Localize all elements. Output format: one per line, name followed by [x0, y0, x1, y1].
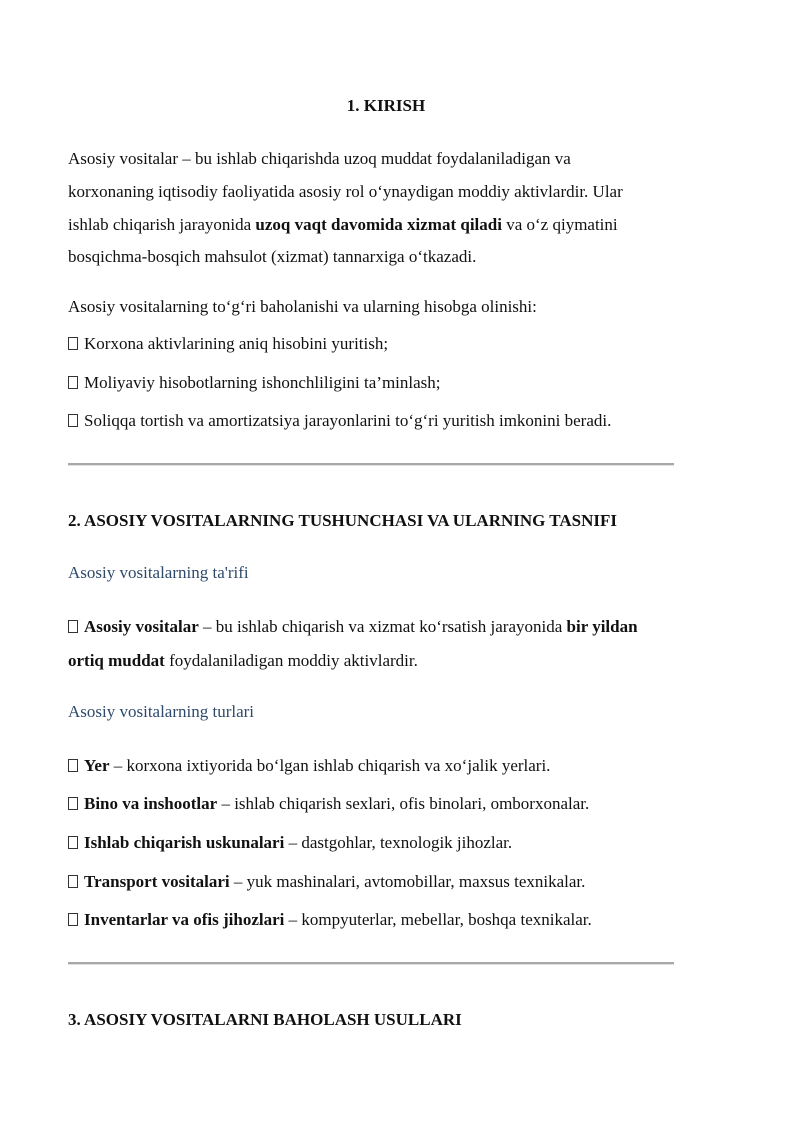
list-item-term: Inventarlar va ofis jihozlari — [84, 910, 285, 929]
bullet-glyph-icon — [68, 797, 78, 810]
list-item — [68, 328, 388, 360]
text-run: ishlab chiqarish jarayonida — [68, 215, 256, 234]
list-item — [68, 405, 611, 437]
paragraph-line: korxonaning iqtisodiy faoliyatida asosiy rol o‘ynaydigan moddiy aktivlardir. Ular — [68, 182, 623, 201]
bullet-glyph-icon — [68, 337, 78, 350]
list-item-text: Moliyaviy hisobotlarning ishonchliligini ta’minlash; — [84, 373, 441, 392]
bullet-glyph-icon — [68, 913, 78, 926]
bullet-glyph-icon — [68, 836, 78, 849]
definition-line — [68, 611, 638, 643]
list-item — [68, 750, 550, 782]
horizontal-rule — [68, 962, 674, 965]
subheading: Asosiy vositalarning turlari — [68, 702, 255, 721]
list-item-text: – yuk mashinalari, avtomobillar, maxsus texnikalar. — [229, 872, 586, 891]
text-run: foydalaniladigan moddiy aktivlardir. — [164, 651, 418, 670]
list-item-text: – kompyuterlar, mebellar, boshqa texnikalar. — [284, 910, 592, 929]
horizontal-rule — [68, 463, 674, 466]
paragraph-line: bosqichma-bosqich mahsulot (xizmat) tannarxiga o‘tkazadi. — [68, 247, 477, 266]
list-item-term: Yer — [84, 756, 110, 775]
bold-text: bir yildan — [566, 617, 638, 636]
section-2-title: 2. ASOSIY VOSITALARNING TUSHUNCHASI VA ULARNING TASNIFI — [68, 511, 618, 530]
list-item — [68, 788, 589, 820]
text-run: va o‘z qiymatini — [501, 215, 618, 234]
section-1-title: 1. KIRISH — [346, 96, 426, 115]
list-item — [68, 904, 592, 936]
list-item — [68, 866, 585, 898]
list-item — [68, 367, 441, 399]
paragraph-line — [68, 209, 618, 241]
bullet-glyph-icon — [68, 620, 78, 633]
list-item-text: – dastgohlar, texnologik jihozlar. — [284, 833, 513, 852]
list-item-term: Transport vositalari — [84, 872, 230, 891]
list-item-text: – ishlab chiqarish sexlari, ofis binolari, omborxonalar. — [217, 794, 590, 813]
text-run: – bu ishlab chiqarish va xizmat ko‘rsatish jarayonida — [198, 617, 567, 636]
list-item-text: – korxona ixtiyorida bo‘lgan ishlab chiqarish va xo‘jalik yerlari. — [109, 756, 551, 775]
list-item-text: Soliqqa tortish va amortizatsiya jarayonlarini to‘g‘ri yuritish imkonini beradi. — [84, 411, 612, 430]
list-item-term: Bino va inshootlar — [84, 794, 218, 813]
bullet-glyph-icon — [68, 759, 78, 772]
paragraph-intro: Asosiy vositalarning to‘g‘ri baholanishi va ularning hisobga olinishi: — [68, 297, 537, 316]
section-3-title: 3. ASOSIY VOSITALARNI BAHOLASH USULLARI — [68, 1010, 462, 1029]
paragraph-line: Asosiy vositalar – bu ishlab chiqarishda uzoq muddat foydalaniladigan va — [68, 149, 571, 168]
bold-text: uzoq vaqt davomida xizmat qiladi — [255, 215, 502, 234]
list-item — [68, 827, 512, 859]
bold-text: ortiq muddat — [68, 651, 165, 670]
definition-line — [68, 645, 418, 677]
list-item-text: Korxona aktivlarining aniq hisobini yuritish; — [84, 334, 389, 353]
subheading: Asosiy vositalarning ta'rifi — [68, 563, 249, 582]
bullet-glyph-icon — [68, 376, 78, 389]
list-item-term: Ishlab chiqarish uskunalari — [84, 833, 285, 852]
bullet-glyph-icon — [68, 875, 78, 888]
bold-text: Asosiy vositalar — [84, 617, 199, 636]
bullet-glyph-icon — [68, 414, 78, 427]
